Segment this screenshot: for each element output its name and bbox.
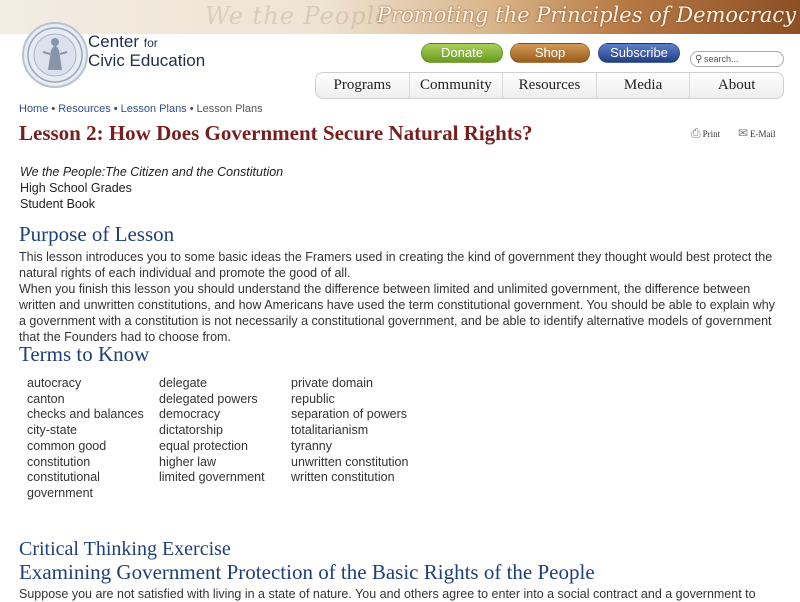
subscribe-button[interactable]: Subscribe — [598, 43, 680, 63]
term-item: democracy — [159, 407, 221, 422]
critical-thinking-heading: Critical Thinking Exercise — [19, 538, 231, 560]
term-item: delegated powers — [159, 391, 258, 406]
faded-banner-text: We the People — [205, 2, 391, 30]
header-banner — [0, 0, 800, 34]
lesson-meta — [20, 164, 283, 212]
term-item: checks and balances — [27, 407, 144, 422]
exercise-paragraph: Suppose you are not satisfied with living in a state of nature. You and others agree to enter into a social contract and a government to — [19, 587, 756, 601]
email-icon: ✉ — [738, 126, 749, 140]
breadcrumb — [19, 103, 263, 115]
term-item: delegate — [159, 376, 207, 390]
purpose-paragraph-2: When you finish this lesson you should understand the difference between limited and unlimited government, the difference between written and unwritten constitutions, and how Americans have used the term constitutional government. You should be able to explain why a government with a constitution is not necessarily a constitutional government, and be able to identify alternative models of government that the Founders had to choose from. — [19, 282, 776, 344]
email-label: E-Mail — [750, 129, 776, 139]
print-label: Print — [702, 129, 721, 139]
terms-column-2 — [159, 376, 279, 486]
book-type: Student Book — [20, 197, 96, 211]
terms-column-1 — [27, 376, 147, 502]
terms-column-3 — [291, 376, 411, 486]
term-item: unwritten constitution — [291, 454, 409, 469]
purpose-paragraph-1: This lesson introduces you to some basic ideas the Framers used in creating the kind of government they thought would best protect the natural rights of each individual and promote the good of all. — [19, 250, 773, 280]
search-placeholder: search... — [704, 54, 739, 64]
nav-media[interactable]: Media — [597, 73, 691, 98]
logo-seal-icon[interactable] — [22, 22, 88, 88]
term-item: constitution — [27, 454, 91, 469]
breadcrumb-lesson-plans[interactable]: Lesson Plans — [120, 103, 187, 115]
tagline: Promoting the Principles of Democracy — [376, 3, 796, 27]
grade-level: High School Grades — [20, 181, 132, 195]
search-icon: ⚲ — [695, 54, 703, 65]
term-item: higher law — [159, 454, 216, 469]
breadcrumb-separator: • — [189, 103, 194, 115]
book-title: We the People:The Citizen and the Constitution — [20, 165, 284, 179]
logo-text[interactable] — [88, 33, 205, 70]
term-item: republic — [291, 391, 335, 406]
term-item: private domain — [291, 376, 373, 390]
term-item: common good — [27, 438, 107, 453]
shop-button[interactable]: Shop — [510, 43, 590, 63]
breadcrumb-current: Lesson Plans — [196, 103, 263, 115]
term-item: limited government — [159, 470, 265, 485]
breadcrumb-resources[interactable]: Resources — [58, 103, 111, 115]
term-item: canton — [27, 391, 65, 406]
breadcrumb-separator: • — [51, 103, 56, 115]
nav-community[interactable]: Community — [410, 73, 504, 98]
print-icon: ⎙ — [691, 126, 701, 140]
nav-about[interactable]: About — [717, 77, 756, 93]
logo-line1: Center — [88, 32, 140, 51]
breadcrumb-separator: • — [113, 103, 118, 115]
breadcrumb-home[interactable]: Home — [19, 103, 49, 115]
logo-line2: Civic Education — [88, 51, 206, 70]
email-link[interactable] — [738, 126, 776, 141]
term-item: separation of powers — [291, 407, 408, 422]
term-item: constitutional government — [27, 470, 100, 500]
nav-resources[interactable]: Resources — [503, 73, 597, 98]
donate-button[interactable]: Donate — [421, 43, 503, 63]
term-item: dictatorship — [159, 423, 223, 438]
search-input[interactable] — [690, 51, 784, 67]
print-link[interactable] — [691, 126, 720, 141]
term-item: tyranny — [291, 438, 332, 453]
term-item: equal protection — [159, 438, 248, 453]
exercise-subheading: Examining Government Protection of the Basic Rights of the People — [19, 560, 595, 584]
page-title: Lesson 2: How Does Government Secure Natural Rights? — [19, 121, 533, 145]
purpose-heading: Purpose of Lesson — [19, 222, 175, 246]
terms-heading: Terms to Know — [19, 342, 150, 366]
logo-line1-small: for — [143, 36, 158, 50]
main-nav — [315, 72, 784, 99]
term-item: city-state — [27, 423, 78, 438]
nav-programs[interactable]: Programs — [316, 73, 410, 98]
term-item: totalitarianism — [291, 423, 369, 438]
term-item: autocracy — [27, 376, 82, 390]
term-item: written constitution — [291, 470, 395, 485]
